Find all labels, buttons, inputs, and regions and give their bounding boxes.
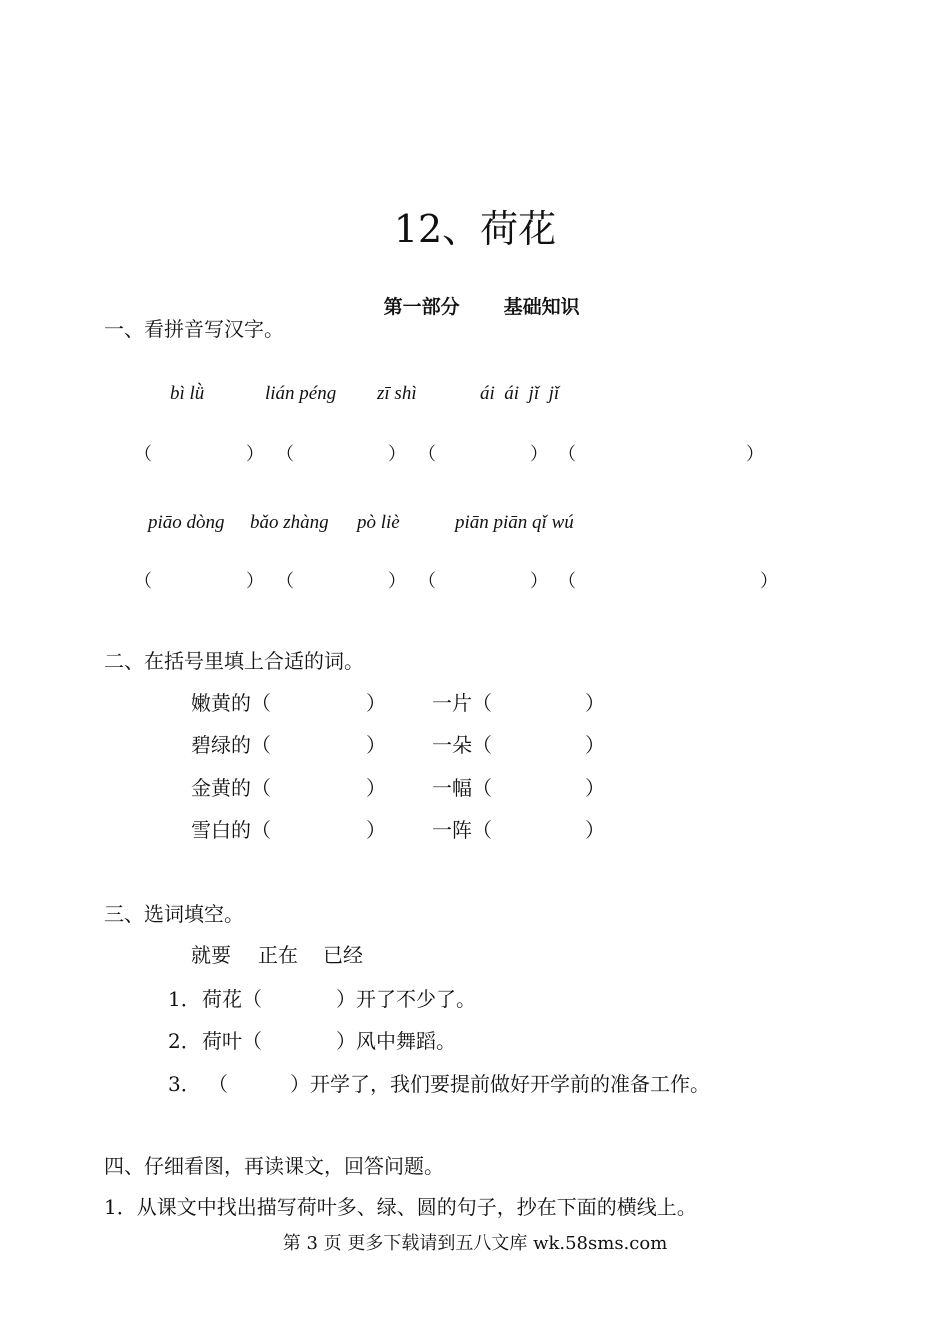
item-1-before: 荷花（ xyxy=(202,987,262,1011)
fill-left-3: 金黄的（ xyxy=(191,776,271,800)
section-1-heading: 一、看拼音写汉字。 xyxy=(104,317,284,341)
answer-blank-close: ） xyxy=(530,444,548,465)
fill-left-close: ） xyxy=(366,776,386,800)
fill-right-close: ） xyxy=(585,691,605,715)
fill-left-close: ） xyxy=(366,818,386,842)
fill-left-close: ） xyxy=(366,733,386,757)
page-footer: 第 3 页 更多下载请到五八文库 wk.58sms.com xyxy=(282,1233,668,1254)
pinyin-1: bì lǜ xyxy=(170,383,205,404)
fill-left-close: ） xyxy=(366,691,386,715)
section-2-heading: 二、在括号里填上合适的词。 xyxy=(104,649,364,673)
pinyin-4: ái ái jǐ jǐ xyxy=(480,383,560,404)
fill-right-close: ） xyxy=(585,818,605,842)
pinyin-8: piān piān qǐ wú xyxy=(455,512,574,533)
pinyin-2: lián péng xyxy=(265,383,337,404)
fill-left-2: 碧绿的（ xyxy=(191,733,271,757)
fill-left-1: 嫩黄的（ xyxy=(191,691,271,715)
answer-blank-open: （ xyxy=(276,444,294,465)
answer-blank-close: ） xyxy=(388,444,406,465)
pinyin-7: pò liè xyxy=(357,512,400,533)
item-3-number: 3． xyxy=(168,1072,201,1096)
pinyin-6: bǎo zhàng xyxy=(250,512,329,533)
answer-blank-close: ） xyxy=(388,571,406,592)
fill-left-4: 雪白的（ xyxy=(191,818,271,842)
answer-blank-close: ） xyxy=(246,444,264,465)
section-3-heading: 三、选词填空。 xyxy=(104,902,244,926)
fill-right-2: 一朵（ xyxy=(432,733,492,757)
question-1: 1．从课文中找出描写荷叶多、绿、圆的句子，抄在下面的横线上。 xyxy=(104,1195,697,1219)
item-2-number: 2． xyxy=(168,1029,201,1053)
answer-blank-open: （ xyxy=(134,444,152,465)
item-3-after: ）开学了，我们要提前做好开学前的准备工作。 xyxy=(290,1072,710,1096)
part-heading xyxy=(0,270,950,319)
answer-blank-open: （ xyxy=(276,571,294,592)
part-label: 第一部分 xyxy=(383,296,460,318)
fill-right-1: 一片（ xyxy=(432,691,492,715)
answer-blank-close: ） xyxy=(246,571,264,592)
item-1-number: 1． xyxy=(168,987,201,1011)
word-choice-1: 就要 xyxy=(191,943,231,967)
answer-blank-close: ） xyxy=(530,571,548,592)
fill-right-close: ） xyxy=(585,733,605,757)
fill-right-4: 一阵（ xyxy=(432,818,492,842)
pinyin-5: piāo dòng xyxy=(148,512,225,533)
page-title: 12、荷花 xyxy=(393,207,557,251)
item-1-after: ）开了不少了。 xyxy=(336,987,476,1011)
item-2-after: ）风中舞蹈。 xyxy=(336,1029,456,1053)
part-topic: 基础知识 xyxy=(503,296,580,318)
item-3-before: （ xyxy=(208,1072,228,1096)
fill-right-close: ） xyxy=(585,776,605,800)
answer-blank-open: （ xyxy=(558,571,576,592)
answer-blank-close: ） xyxy=(746,444,764,465)
answer-blank-open: （ xyxy=(558,444,576,465)
answer-blank-close: ） xyxy=(760,571,778,592)
pinyin-3: zī shì xyxy=(377,383,417,404)
fill-right-3: 一幅（ xyxy=(432,776,492,800)
answer-blank-open: （ xyxy=(418,571,436,592)
word-choice-2: 正在 xyxy=(258,943,298,967)
answer-blank-open: （ xyxy=(134,571,152,592)
word-choice-3: 已经 xyxy=(323,943,363,967)
section-4-heading: 四、仔细看图，再读课文，回答问题。 xyxy=(104,1154,444,1178)
answer-blank-open: （ xyxy=(418,444,436,465)
item-2-before: 荷叶（ xyxy=(202,1029,262,1053)
